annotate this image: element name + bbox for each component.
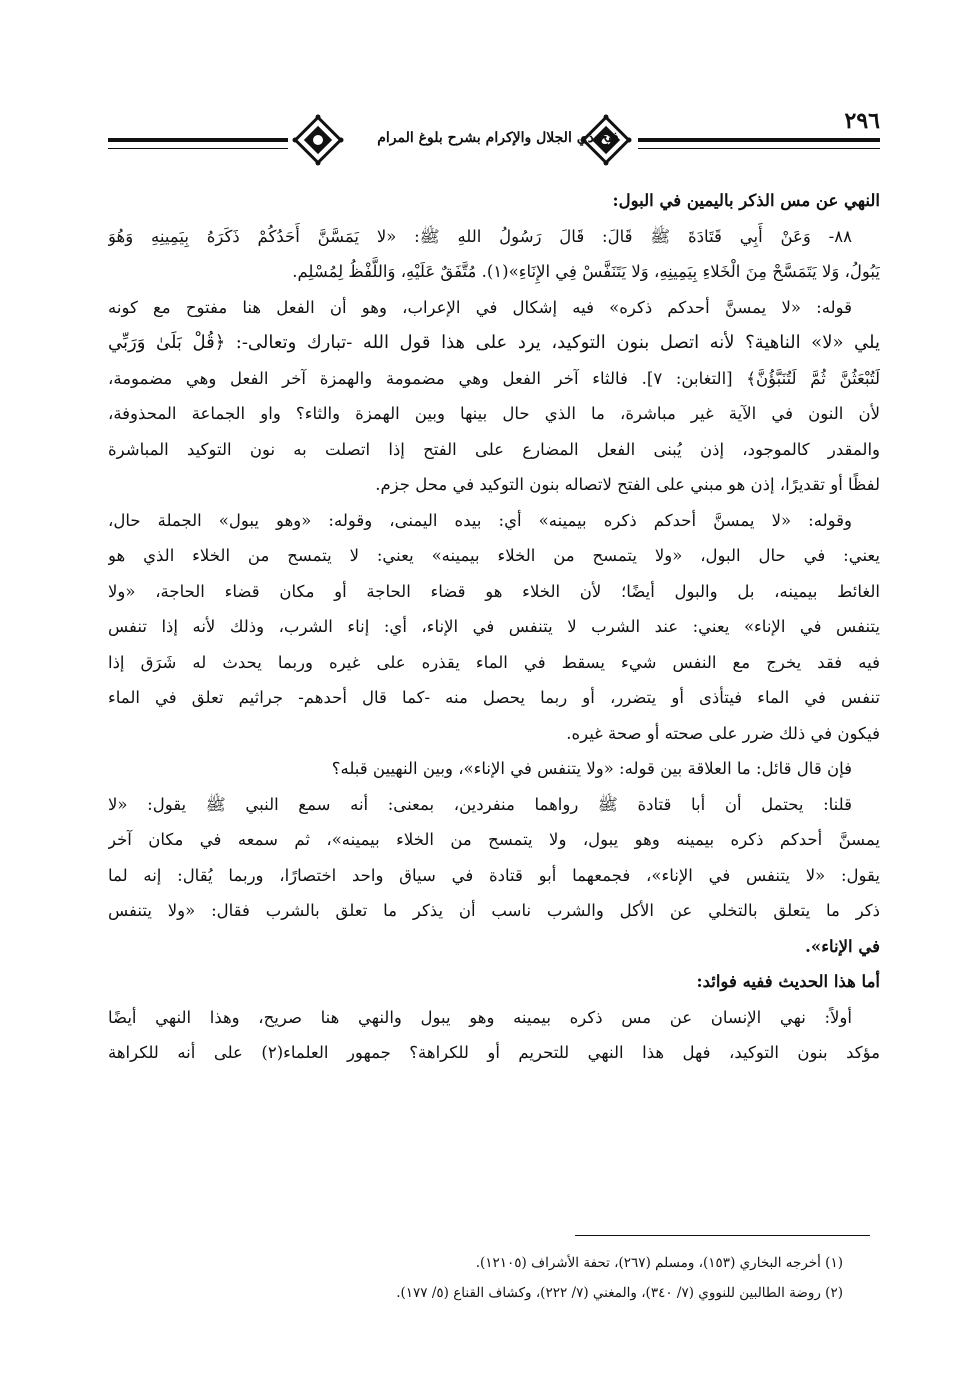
commentary-line: فيكون في ذلك ضرر على صحته أو صحة غيره. (566, 723, 880, 743)
hadith-line: ٨٨- وَعَنْ أَبِي قَتَادَةَ ﷺ قَالَ: قَالَ رَسُولُ اللهِ ﷺ: «لا يَمَسَّنَّ أَحَدُكُمْ ذَكَرَهُ بِيَمِينِهِ وَهُوَ (108, 226, 852, 246)
answer-line: في الإناء». (805, 936, 880, 956)
hadith-line: يَبُولُ، وَلا يَتَمَسَّحْ مِنَ الْخَلاءِ بِيَمِينِهِ، وَلا يَتَنَفَّسْ فِي الإِنَاءِ»(١). مُتَّفَقٌ عَلَيْهِ، وَاللَّفْظُ لِمُسْلِم. (292, 262, 880, 281)
commentary-line: لأن النون في الآية غير مباشرة، ما الذي حال بينها وبين الهمزة والثاء؟ واو الجماعة المحذوفة، (108, 404, 880, 423)
commentary-line: والمقدر كالموجود، إذن يُبنى الفعل المضارع على الفتح إذا اتصلت به نون التوكيد المباشرة (108, 439, 880, 459)
commentary-line: الغائط بيمينه، بل والبول أيضًا؛ لأن الخلاء هو قضاء الحاجة أو مكان قضاء الحاجة، «ولا (108, 581, 880, 601)
answer-line: يمسنَّ أحدكم ذكره بيمينه وهو يبول، ولا يتمسح من الخلاء بيمينه»، ثم سمعه في مكان آخر (108, 830, 880, 849)
commentary-line: وقوله: «لا يمسنَّ أحدكم ذكره بيمينه» أي: بيده اليمنى، وقوله: «وهو يبول» الجملة حال، (108, 510, 852, 530)
header-rule-left-thin (108, 148, 288, 149)
commentary-line: تنفس في الماء فيتأذى أو يتضرر، أو ربما يحصل منه -كما قال أحدهم- جراثيم تعلق في الماء (108, 688, 880, 707)
commentary-line: لفظًا أو تقديرًا، إذن هو مبني على الفتح لاتصاله بنون التوكيد في محل جزم. (375, 475, 880, 494)
benefit-line: أولاً: نهي الإنسان عن مس ذكره بيمينه وهو يبول والنهي هنا صريح، وهذا النهي أيضًا (108, 1007, 852, 1027)
section-heading: النهي عن مس الذكر باليمين في البول: (612, 191, 880, 210)
commentary-line: قوله: «لا يمسنَّ أحدكم ذكره» فيه إشكال في الإعراب، وهو أن الفعل هنا مفتوح مع كونه (108, 297, 852, 317)
commentary-line: لَتُبْعَثُنَّ ثُمَّ لَتُنَبَّؤُنَّ﴾ [التغابن: ٧]. فالثاء آخر الفعل وهي مضمومة والهمزة آخر الفعل وهي مضمومة، (108, 368, 880, 388)
running-title: فتح ذي الجلال والإكرام بشرح بلوغ المرام (377, 130, 619, 146)
footnote-1: (١) أخرجه البخاري (١٥٣)، ومسلم (٢٦٧)، تحفة الأشراف (١٢١٠٥). (475, 1255, 843, 1271)
answer-line: يقول: «لا يتنفس في الإناء»، فجمعهما أبو قتادة في سياق واحد اختصارًا، وربما يُقال: إنه لما (108, 865, 880, 885)
commentary-line: يتنفس في الإناء» يعني: عند الشرب لا يتنفس في الإناء، أي: إناء الشرب، وذلك لأنه إذا تنفس (108, 617, 880, 636)
page-header (108, 108, 880, 178)
header-rule-right-thin (638, 148, 880, 149)
answer-line: قلنا: يحتمل أن أبا قتادة ﷺ رواهما منفردين، بمعنى: أنه سمع النبي ﷺ يقول: «لا (108, 794, 852, 814)
ornament-left-icon (292, 114, 344, 166)
commentary-line: يعني: في حال البول، «ولا يتمسح من الخلاء بيمينه» يعني: لا يتمسح من الخلاء الذي هو (108, 546, 880, 565)
question-line: فإن قال قائل: ما العلاقة بين قوله: «ولا يتنفس في الإناء»، وبين النهيين قبله؟ (331, 759, 852, 778)
commentary-line: يلي «لا» الناهية؟ لأنه اتصل بنون التوكيد، يرد على هذا قول الله -تبارك وتعالى-: ﴿قُلْ بَلَىٰ وَرَبِّي (108, 332, 880, 353)
main-text (108, 183, 880, 1071)
footnote-2: (٢) روضة الطالبين للنووي (٧/ ٣٤٠)، والمغني (٧/ ٢٢٢)، وكشاف القناع (٥/ ١٧٧). (396, 1285, 843, 1301)
footnotes (108, 1248, 843, 1308)
benefit-line: مؤكد بنون التوكيد، فهل هذا النهي للتحريم أو للكراهة؟ جمهور العلماء(٢) على أنه للكراهة (108, 1043, 880, 1062)
benefits-heading: أما هذا الحديث ففيه فوائد: (696, 972, 880, 991)
answer-line: ذكر ما يتعلق بالتخلي عن الأكل والشرب ناسب أن يذكر ما تعلق بالشرب فقال: «ولا يتنفس (108, 901, 880, 920)
header-rule-left (108, 138, 288, 142)
footnote-separator (575, 1235, 870, 1236)
header-rule-right (638, 138, 880, 142)
page-number: ٢٩٦ (844, 108, 880, 134)
commentary-line: فيه فقد يخرج مع النفس شيء يسقط في الماء يقذره على غيره وربما يحدث له شَرَق إذا (108, 652, 880, 672)
